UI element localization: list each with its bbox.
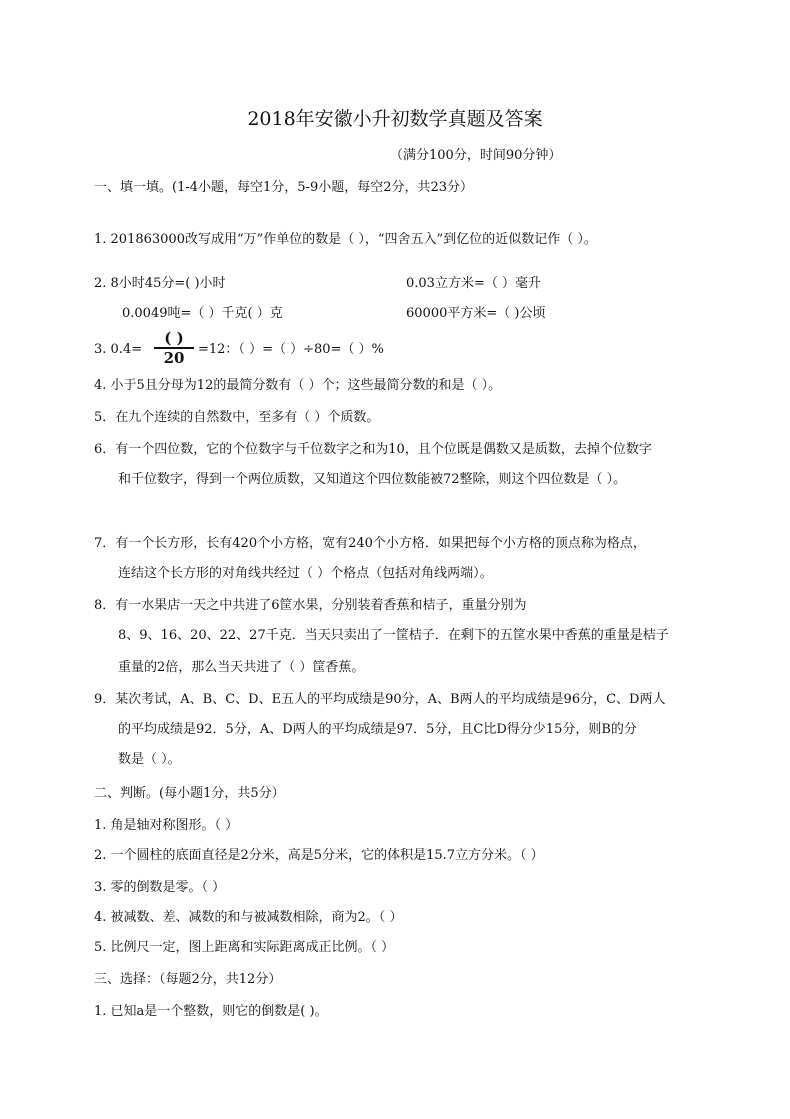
fraction-denominator: 20 — [163, 349, 185, 367]
question-1-7b: 连结这个长方形的对角线共经过（ ）个格点（包括对角线两端）。 — [118, 566, 493, 581]
question-1-9a: 9．某次考试，A、B、C、D、E五人的平均成绩是90分，A、B两人的平均成绩是96分，C、D两人 — [94, 692, 666, 707]
question-1-7a: 7．有一个长方形，长有420个小方格，宽有240个小方格．如果把每个小方格的顶点称为格点， — [94, 536, 646, 551]
question-3-1: 1. 已知a是一个整数，则它的倒数是( )。 — [94, 1004, 328, 1019]
page-subtitle: （满分100分，时间90分钟） — [390, 148, 562, 163]
question-1-8c: 重量的2倍，那么当天共进了（ ）筐香蕉。 — [118, 660, 365, 675]
question-1-3b: =12：（ ）=（ ）÷80=（ ）% — [198, 342, 384, 357]
question-2-5: 5. 比例尺一定，图上距离和实际距离成正比例。（ ） — [94, 940, 395, 955]
question-1-4: 4. 小于5且分母为12的最简分数有（ ）个；这些最简分数的和是（ ）。 — [94, 378, 502, 393]
question-1-6a: 6．有一个四位数，它的个位数字与千位数字之和为10，且个位既是偶数又是质数，去掉个位数字 — [94, 442, 652, 457]
fraction — [154, 330, 194, 366]
question-1-6b: 和千位数字，得到一个两位质数，又知道这个四位数能被72整除，则这个四位数是（ ）。 — [118, 472, 627, 487]
question-1-5: 5．在九个连续的自然数中，至多有（ ）个质数。 — [94, 410, 380, 425]
question-2-2: 2. 一个圆柱的底面直径是2分米，高是5分米，它的体积是15.7立方分米。（ ） — [94, 848, 544, 863]
question-1-3a: 3. 0.4= — [94, 342, 143, 357]
fraction-numerator: ( ) — [164, 329, 184, 347]
question-1-9b: 的平均成绩是92．5分，A、D两人的平均成绩是97．5分，且C比D得分少15分，则B的分 — [118, 722, 637, 737]
question-1-2c: 0.0049吨=（ ）千克( ）克 — [122, 306, 283, 321]
question-1-8a: 8．有一水果店一天之中共进了6筐水果，分别装着香蕉和桔子，重量分别为 — [94, 598, 527, 613]
page-title: 2018年安徽小升初数学真题及答案 — [247, 108, 543, 130]
question-2-3: 3. 零的倒数是零。（ ） — [94, 880, 226, 895]
question-1-1: 1. 201863000改写成用“万”作单位的数是（ ），“四舍五入”到亿位的近似数记作（ ）。 — [94, 232, 597, 247]
section2-heading: 二、判断。(每小题1分，共5分） — [94, 786, 285, 801]
question-1-2a: 2. 8小时45分=( )小时 — [94, 276, 226, 291]
question-1-9c: 数是（ ）。 — [118, 752, 181, 767]
section1-heading: 一、填一填。(1-4小题，每空1分，5-9小题，每空2分，共23分） — [94, 180, 474, 195]
question-2-4: 4. 被减数、差、减数的和与被减数相除，商为2。（ ） — [94, 910, 403, 925]
question-2-1: 1. 角是轴对称图形。（ ） — [94, 818, 239, 833]
question-1-2d: 60000平方米=（ )公顷 — [406, 306, 546, 321]
question-1-2b: 0.03立方米=（ ）毫升 — [406, 276, 541, 291]
question-1-8b: 8、9、16、20、22、27千克．当天只卖出了一筐桔子．在剩下的五筐水果中香蕉的重量是桔子 — [118, 628, 669, 643]
section3-heading: 三、选择：（每题2分，共12分） — [94, 972, 282, 987]
